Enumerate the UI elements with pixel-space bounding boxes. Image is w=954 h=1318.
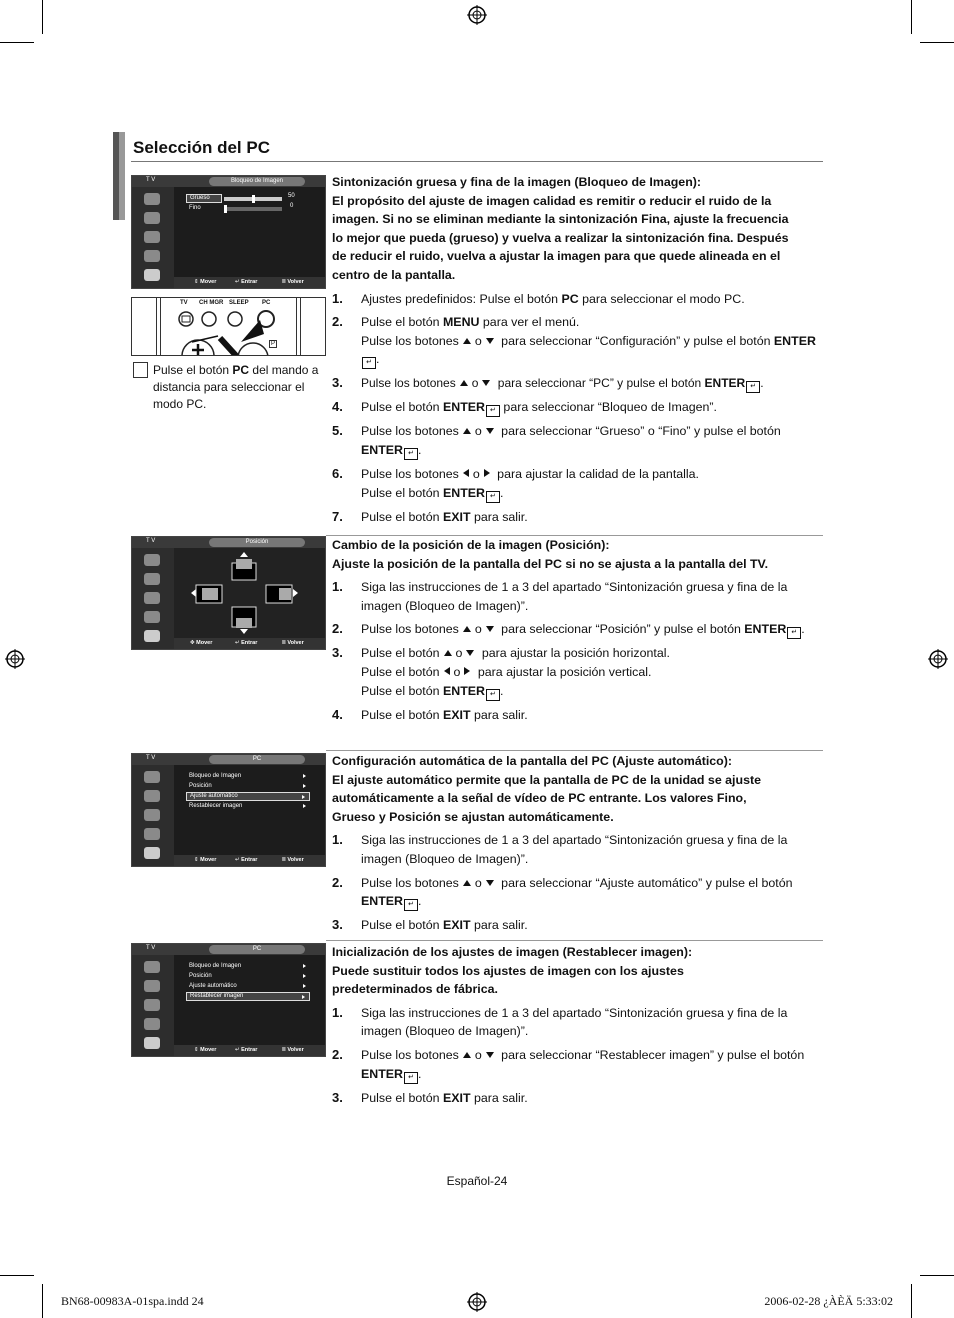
crop-mark (0, 1275, 34, 1276)
grueso-slider-knob (252, 195, 255, 203)
up-arrow-icon (444, 650, 452, 656)
title-rule (131, 161, 823, 162)
left-arrow-icon (444, 667, 450, 675)
section-rule (326, 750, 823, 751)
registration-mark-icon (467, 1292, 487, 1312)
left-arrow-icon (463, 469, 469, 477)
osd-screen-bloqueo: T V Bloqueo de Imagen Grueso 50 Fino 0 ⇕ Mover ↵ Entrar Ⅲ Volver (131, 175, 326, 289)
osd-screen-posicion: T V Posición ✥ Mover ↵ Entrar Ⅲ Volver (131, 536, 326, 650)
input-icon (144, 630, 160, 642)
remote-pc-label: PC (262, 300, 271, 306)
osd-entrar: Entrar (241, 279, 258, 285)
channel-icon (144, 592, 160, 604)
down-arrow-icon (486, 880, 494, 886)
step: 7. Pulse el botón EXIT para salir. (332, 508, 528, 524)
note-icon (133, 362, 148, 378)
up-arrow-icon (463, 428, 471, 434)
step: 3. Pulse los botones o para seleccionar “PC” y pulse el botón ENTER ↵ . (332, 374, 820, 393)
setup-icon (144, 828, 160, 840)
channel-icon (144, 809, 160, 821)
up-arrow-icon (463, 1052, 471, 1058)
sound-icon (144, 980, 160, 992)
enter-icon: ↵ (486, 689, 500, 701)
registration-mark-icon (928, 649, 948, 669)
sound-icon (144, 573, 160, 585)
osd-menu-item: Posición (186, 782, 310, 791)
remote-tv-label: TV (180, 300, 188, 306)
enter-icon: ↵ (746, 381, 760, 393)
osd-mover: Mover (200, 857, 217, 863)
down-arrow-icon (486, 1052, 494, 1058)
osd-title: PC (209, 755, 305, 764)
osd-grueso-label: Grueso (186, 194, 222, 203)
title-accent-bar (119, 132, 125, 220)
enter-icon: ↵ (486, 405, 500, 417)
osd-menu-item: Posición (186, 972, 310, 981)
up-arrow-icon (463, 626, 471, 632)
right-arrow-icon (464, 667, 470, 675)
up-arrow-icon (460, 380, 468, 386)
osd-volver: Volver (287, 1047, 304, 1053)
remote-buttons-icon (132, 298, 325, 355)
osd-tv-label: T V (146, 945, 156, 951)
setup-icon (144, 1018, 160, 1030)
remote-chmgr-label: CH MGR (199, 300, 224, 306)
input-icon (144, 847, 160, 859)
section-rule (326, 940, 823, 941)
section-heading: Sintonización gruesa y fina de la imagen (Bloqueo de Imagen): El propósito del ajuste de imagen calidad es remitir o reducir el ruido de la imagen. Si no se eliminan mediante la sintonización Fina, ajuste la frecuencia lo mejor que pueda (grueso) y vuelva a realizar la sintonización fina. Después de reducir el ruido, vuelva a ajustar la imagen para que quede alineada en el centro de la pantalla. (332, 175, 789, 282)
grueso-slider (224, 197, 282, 201)
registration-mark-icon (5, 649, 25, 669)
step: 4. Pulse el botón EXIT para salir. (332, 706, 528, 722)
channel-icon (144, 999, 160, 1011)
osd-fino-label: Fino (189, 205, 201, 211)
step: 2. Pulse los botones o para seleccionar “Ajuste automático” y pulse el botón ENTER ↵ . (332, 874, 820, 912)
section-heading: Configuración automática de la pantalla del PC (Ajuste automático): El ajuste automático permite que la pantalla de PC de la unidad se ajuste automáticamente a la señal de vídeo de PC entrante. Los valores Fino, Grueso y Posición se ajustan automáticamente. (332, 754, 761, 824)
osd-mover: Mover (200, 1047, 217, 1053)
osd-grueso-value: 50 (288, 193, 295, 199)
picture-icon (144, 771, 160, 783)
step: 3. Pulse el botón EXIT para salir. (332, 1089, 528, 1105)
right-arrow-icon (484, 469, 490, 477)
remote-control-image (131, 297, 326, 356)
registration-mark-icon (467, 5, 487, 25)
page-number: Español-24 (446, 1174, 508, 1188)
osd-volver: Volver (287, 857, 304, 863)
sound-icon (144, 212, 160, 224)
step: 1. Ajustes predefinidos: Pulse el botón PC para seleccionar el modo PC. (332, 290, 745, 306)
section-restablecer (332, 943, 820, 1107)
osd-menu-item: Bloqueo de Imagen (186, 962, 310, 971)
crop-mark (920, 42, 954, 43)
osd-tv-label: T V (146, 177, 156, 183)
file-name: BN68-00983A-01spa.indd 24 (61, 1294, 204, 1308)
section-heading: Cambio de la posición de la imagen (Posición): Ajuste la posición de la pantalla del PC si no se ajusta a la pantalla del TV. (332, 538, 769, 571)
osd-tv-label: T V (146, 538, 156, 544)
osd-menu-item: Bloqueo de Imagen (186, 772, 310, 781)
up-arrow-icon (463, 880, 471, 886)
down-arrow-icon (486, 428, 494, 434)
remote-p-label: P (271, 341, 276, 347)
step: 6. Pulse los botones o para ajustar la calidad de la pantalla. Pulse el botón ENTER ↵ . (332, 465, 820, 503)
page-title: Selección del PC (133, 138, 270, 157)
picture-icon (144, 961, 160, 973)
osd-screen-pc-restablecer: T V PC Bloqueo de Imagen Posición Ajuste automático Restablecer imagen ⇕ Mover ↵ Entrar Ⅲ Volver (131, 943, 326, 1057)
crop-mark (911, 1284, 912, 1318)
crop-mark (920, 1275, 954, 1276)
crop-mark (42, 1284, 43, 1318)
crop-mark (911, 0, 912, 34)
osd-title: Bloqueo de Imagen (209, 177, 305, 186)
section-posicion (332, 536, 820, 724)
picture-icon (144, 554, 160, 566)
crop-mark (0, 42, 34, 43)
osd-entrar: Entrar (241, 640, 258, 646)
osd-menu-item: Restablecer imagen (186, 802, 310, 811)
up-arrow-icon (463, 338, 471, 344)
down-arrow-icon (486, 626, 494, 632)
picture-icon (144, 193, 160, 205)
print-date: 2006-02-28 ¿ÀÈÄ 5:33:02 (764, 1294, 893, 1308)
osd-screen-pc-ajuste: T V PC Bloqueo de Imagen Posición Ajuste automático Restablecer imagen ⇕ Mover ↵ Entrar Ⅲ Volver (131, 753, 326, 867)
section-bloqueo (332, 173, 820, 526)
step: 5. Pulse los botones o para seleccionar “Grueso” o “Fino” y pulse el botón ENTER ↵ . (332, 422, 820, 460)
osd-mover: Mover (200, 279, 217, 285)
down-arrow-icon (482, 380, 490, 386)
remote-sleep-label: SLEEP (229, 300, 249, 306)
setup-icon (144, 611, 160, 623)
crop-mark (42, 0, 43, 34)
osd-entrar: Entrar (241, 857, 258, 863)
step: 1. Siga las instrucciones de 1 a 3 del apartado “Sintonización gruesa y fina de la imagen (Bloqueo de Imagen)”. (332, 579, 788, 613)
down-arrow-icon (466, 650, 474, 656)
osd-menu-item-selected: Restablecer imagen (186, 992, 310, 1001)
osd-menu-item: Ajuste automático (186, 982, 310, 991)
input-icon (144, 269, 160, 281)
step: 2. Pulse los botones o para seleccionar “Posición” y pulse el botón ENTER ↵ . (332, 620, 820, 639)
osd-entrar: Entrar (241, 1047, 258, 1053)
sound-icon (144, 790, 160, 802)
enter-icon: ↵ (486, 491, 500, 503)
enter-icon: ↵ (362, 357, 376, 369)
step: 2. Pulse los botones o para seleccionar “Restablecer imagen” y pulse el botón ENTER ↵ . (332, 1046, 820, 1084)
step: 1. Siga las instrucciones de 1 a 3 del apartado “Sintonización gruesa y fina de la imagen (Bloqueo de Imagen)”. (332, 1004, 788, 1039)
down-arrow-icon (486, 338, 494, 344)
enter-icon: ↵ (787, 627, 801, 639)
fino-slider (224, 207, 282, 211)
osd-title: Posición (209, 538, 305, 547)
osd-fino-value: 0 (290, 203, 294, 209)
enter-icon: ↵ (404, 1072, 418, 1084)
step: 1. Siga las instrucciones de 1 a 3 del apartado “Sintonización gruesa y fina de la imagen (Bloqueo de Imagen)”. (332, 832, 788, 866)
enter-icon: ↵ (404, 899, 418, 911)
osd-volver: Volver (287, 640, 304, 646)
step: 3. Pulse el botón EXIT para salir. (332, 917, 528, 933)
step: 2. Pulse el botón MENU para ver el menú. Pulse los botones o para seleccionar “Configuración” y pulse el botón ENTER↵ . (332, 313, 820, 369)
setup-icon (144, 250, 160, 262)
remote-note: Pulse el botón PC del mando a distancia para seleccionar el modo PC. (153, 363, 319, 411)
step: 4. Pulse el botón ENTER ↵ para seleccionar “Bloqueo de Imagen”. (332, 398, 820, 417)
osd-tv-label: T V (146, 755, 156, 761)
section-heading: Inicialización de los ajustes de imagen (Restablecer imagen): Puede sustituir todos los ajustes de imagen con los ajustes predeterminados de fábrica. (332, 945, 693, 997)
position-arrows-icon (174, 548, 325, 638)
osd-title: PC (209, 945, 305, 954)
input-icon (144, 1037, 160, 1049)
channel-icon (144, 231, 160, 243)
osd-mover: Mover (196, 640, 213, 646)
fino-slider-knob (224, 205, 227, 213)
osd-menu-item-selected: Ajuste automático (186, 792, 310, 801)
step: 3. Pulse el botón o para ajustar la posición horizontal. Pulse el botón o para ajustar la posición vertical. Pulse el botón ENTER ↵ . (332, 644, 820, 700)
section-ajuste-automatico (332, 752, 820, 935)
enter-icon: ↵ (404, 448, 418, 460)
osd-volver: Volver (287, 279, 304, 285)
